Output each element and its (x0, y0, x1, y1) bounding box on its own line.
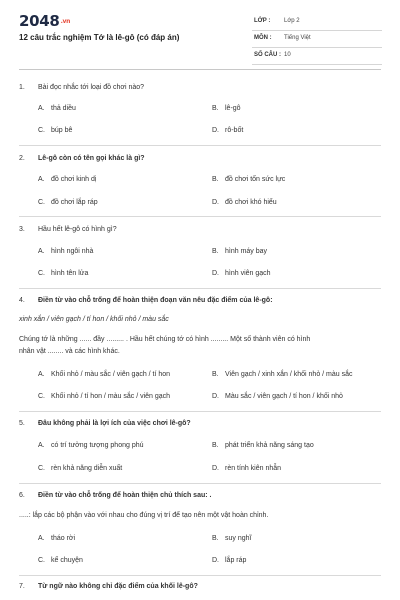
option-text: hình tên lửa (51, 270, 89, 277)
question-divider (19, 145, 381, 146)
question-text: Từ ngữ nào không chỉ đặc điểm của khối lê-gô? (38, 583, 198, 590)
question-text: Điền từ vào chỗ trống để hoàn thiện chủ thích sau: . (38, 492, 212, 499)
question-divider (19, 288, 381, 289)
question-number: 6. (19, 492, 25, 499)
option-text: hình máy bay (225, 248, 268, 255)
option-letter: D. (212, 127, 219, 134)
fill-in-passage-line: nhân vật ........ và các hình khác. (19, 348, 120, 355)
question-number: 5. (19, 420, 25, 427)
option-text: rèn tính kiên nhẫn (225, 465, 282, 472)
option-letter: D. (212, 270, 219, 277)
question-number: 3. (19, 226, 25, 233)
option-letter: B. (212, 176, 219, 183)
header-divider (19, 69, 381, 70)
meta-key: MÔN : (254, 35, 272, 41)
fill-in-passage-line: Chúng tớ là những ...... đầy ......... . Hầu hết chúng tớ có hình ......... Một số thành viên có hình (19, 336, 311, 343)
option-letter: D. (212, 465, 219, 472)
option-text: lê-gô (225, 105, 241, 112)
question-text: Điền từ vào chỗ trống để hoàn thiện đoạn văn nêu đặc điểm của lê-gô: (38, 297, 273, 304)
option-text: tháo rời (51, 535, 76, 542)
option-letter: C. (38, 465, 45, 472)
option-text: hình viên gạch (225, 270, 271, 277)
option-letter: A. (38, 442, 45, 449)
question-divider (19, 575, 381, 576)
option-letter: C. (38, 199, 45, 206)
option-letter: D. (212, 557, 219, 564)
question-text: Bài đọc nhắc tới loại đồ chơi nào? (38, 84, 145, 91)
option-letter: B. (212, 248, 219, 255)
option-letter: C. (38, 127, 45, 134)
question-text: Hầu hết lê-gô có hình gì? (38, 226, 117, 233)
question-text: Đâu không phải là lợi ích của việc chơi lê-gô? (38, 420, 191, 427)
option-letter: C. (38, 393, 45, 400)
option-letter: B. (212, 371, 219, 378)
option-letter: B. (212, 442, 219, 449)
option-text: rèn khả năng diễn xuất (51, 465, 123, 472)
question-number: 1. (19, 84, 25, 91)
worksheet-header (0, 0, 400, 66)
option-text: phát triển khả năng sáng tạo (225, 442, 314, 449)
option-text: búp bê (51, 127, 73, 134)
option-letter: C. (38, 270, 45, 277)
question-divider (19, 411, 381, 412)
meta-table (252, 14, 382, 65)
page-title: 12 câu trắc nghiệm Tớ là lê-gô (có đáp án) (19, 33, 180, 42)
meta-value: 10 (284, 52, 291, 58)
logo-suffix: .vn (60, 18, 71, 25)
meta-value: Lớp 2 (284, 18, 300, 24)
question-number: 4. (19, 297, 25, 304)
meta-key: SỐ CÂU : (254, 52, 281, 58)
meta-row-subject (252, 31, 382, 48)
option-text: Màu sắc / viên gạch / tí hon / khối nhỏ (225, 393, 343, 400)
option-text: có trí tưởng tượng phong phú (51, 442, 144, 449)
option-text: đồ chơi khó hiểu (225, 199, 277, 206)
question-text: Lê-gô còn có tên gọi khác là gì? (38, 155, 145, 162)
option-text: thả diều (51, 105, 76, 112)
option-letter: A. (38, 176, 45, 183)
option-letter: B. (212, 105, 219, 112)
option-text: kể chuyện (51, 557, 83, 564)
option-text: Khối nhỏ / tí hon / màu sắc / viên gạch (51, 393, 171, 400)
word-bank: xinh xắn / viên gạch / tí hon / khối nhỏ / màu sắc (19, 316, 169, 323)
option-text: đồ chơi tốn sức lực (225, 176, 286, 183)
option-letter: A. (38, 535, 45, 542)
meta-row-count (252, 48, 382, 65)
option-text: đồ chơi lắp ráp (51, 199, 98, 206)
option-letter: B. (212, 535, 219, 542)
question-divider (19, 483, 381, 484)
option-letter: A. (38, 105, 45, 112)
site-logo[interactable] (19, 12, 70, 30)
fill-in-passage-line: .....: lắp các bộ phận vào với nhau cho đúng vị trí để tạo nên một vật hoàn chỉnh. (19, 512, 269, 519)
option-text: Viên gạch / xinh xắn / khối nhỏ / màu sắc (225, 371, 353, 378)
option-text: suy nghĩ (225, 535, 252, 542)
option-letter: D. (212, 393, 219, 400)
question-number: 2. (19, 155, 25, 162)
option-letter: A. (38, 248, 45, 255)
option-text: lắp ráp (225, 557, 247, 564)
question-number: 7. (19, 583, 25, 590)
option-letter: A. (38, 371, 45, 378)
meta-value: Tiếng Việt (284, 35, 311, 41)
option-letter: D. (212, 199, 219, 206)
option-text: hình ngôi nhà (51, 248, 94, 255)
option-text: Khối nhỏ / màu sắc / viên gạch / tí hon (51, 371, 171, 378)
question-divider (19, 216, 381, 217)
logo-text: 2048 (19, 12, 60, 30)
meta-row-class (252, 14, 382, 31)
meta-key: LỚP : (254, 18, 271, 24)
option-text: đồ chơi kinh dị (51, 176, 97, 183)
option-letter: C. (38, 557, 45, 564)
option-text: rô-bốt (225, 127, 244, 134)
